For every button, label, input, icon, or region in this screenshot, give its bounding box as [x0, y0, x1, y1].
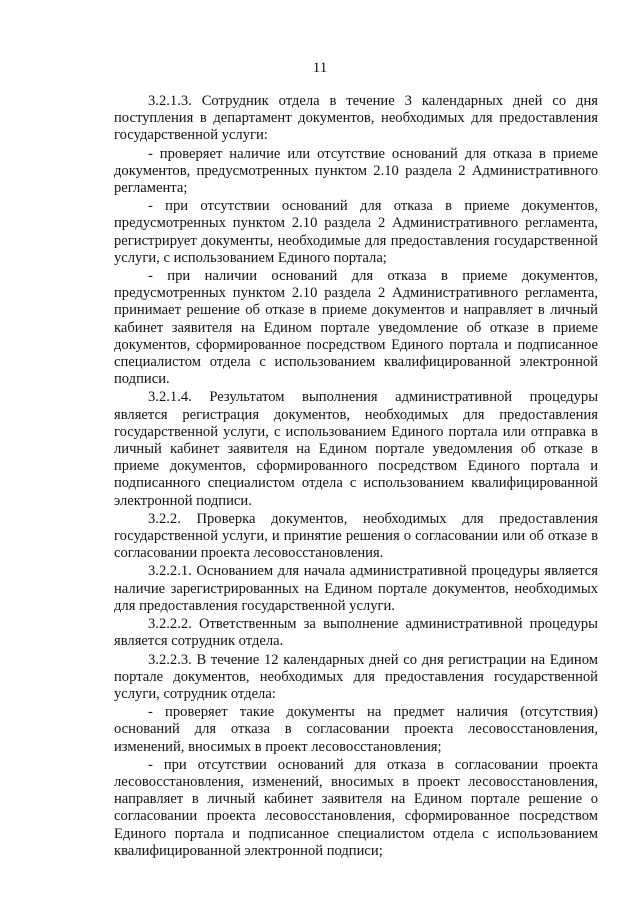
list-item: - при отсутствии оснований для отказа в приеме документов, предусмотренных пунктом 2.10 раздела 2 Административного регламента, регистрирует документы, необходимые для предоставления государственной услуги, с использованием Единого портала;: [114, 198, 598, 266]
list-item: - при наличии оснований для отказа в приеме документов, предусмотренных пунктом 2.10 раздела 2 Административного регламента, принимает решение об отказе в приеме документов и направляет в личный кабинет заявителя на Едином портале уведомление об отказе в приеме документов, сформированное посредством Единого портала и подписанное специалистом отдела с использованием квалифицированной электронной подписи.: [114, 268, 598, 388]
paragraph: 3.2.2.1. Основанием для начала административной процедуры является наличие зарегистрированных на Едином портале документов, необходимых для предоставления государственной услуги.: [114, 563, 598, 614]
paragraph: 3.2.2.2. Ответственным за выполнение административной процедуры является сотрудник отдела.: [114, 616, 598, 650]
paragraph: 3.2.1.3. Сотрудник отдела в течение 3 календарных дней со дня поступления в департамент документов, необходимых для предоставления государственной услуги:: [114, 93, 598, 144]
paragraph: 3.2.2.3. В течение 12 календарных дней со дня регистрации на Едином портале документов, необходимых для предоставления государственной услуги, сотрудник отдела:: [114, 651, 598, 702]
document-body: [114, 93, 598, 860]
list-item: - проверяет наличие или отсутствие оснований для отказа в приеме документов, предусмотренных пунктом 2.10 раздела 2 Административного регламента;: [114, 145, 598, 197]
page-number: 11: [312, 60, 328, 76]
section-heading: 3.2.2. Проверка документов, необходимых для предоставления государственной услуги, и принятие решения о согласовании или об отказе в согласовании проекта лесовосстановления.: [114, 510, 598, 562]
list-item: - проверяет такие документы на предмет наличия (отсутствия) оснований для отказа в согласовании проекта лесовосстановления, изменений, вносимых в проект лесовосстановления;: [114, 704, 598, 755]
paragraph: 3.2.1.4. Результатом выполнения административной процедуры является регистрация документов, необходимых для предоставления государственной услуги, с использованием Единого портала или отправка в личный кабинет заявителя на Едином портале уведомления об отказе в приеме документов, сформированного посредством Единого портала и подписанного специалистом отдела с использованием квалифицированной электронной подписи.: [114, 389, 598, 509]
list-item: - при отсутствии оснований для отказа в согласовании проекта лесовосстановления, изменений, вносимых в проект лесовосстановления, направляет в личный кабинет заявителя на Едином портале решение о согласовании проекта лесовосстановления, сформированное посредством Единого портала и подписанное специалистом отдела с использованием квалифицированной электронной подписи;: [114, 756, 598, 859]
